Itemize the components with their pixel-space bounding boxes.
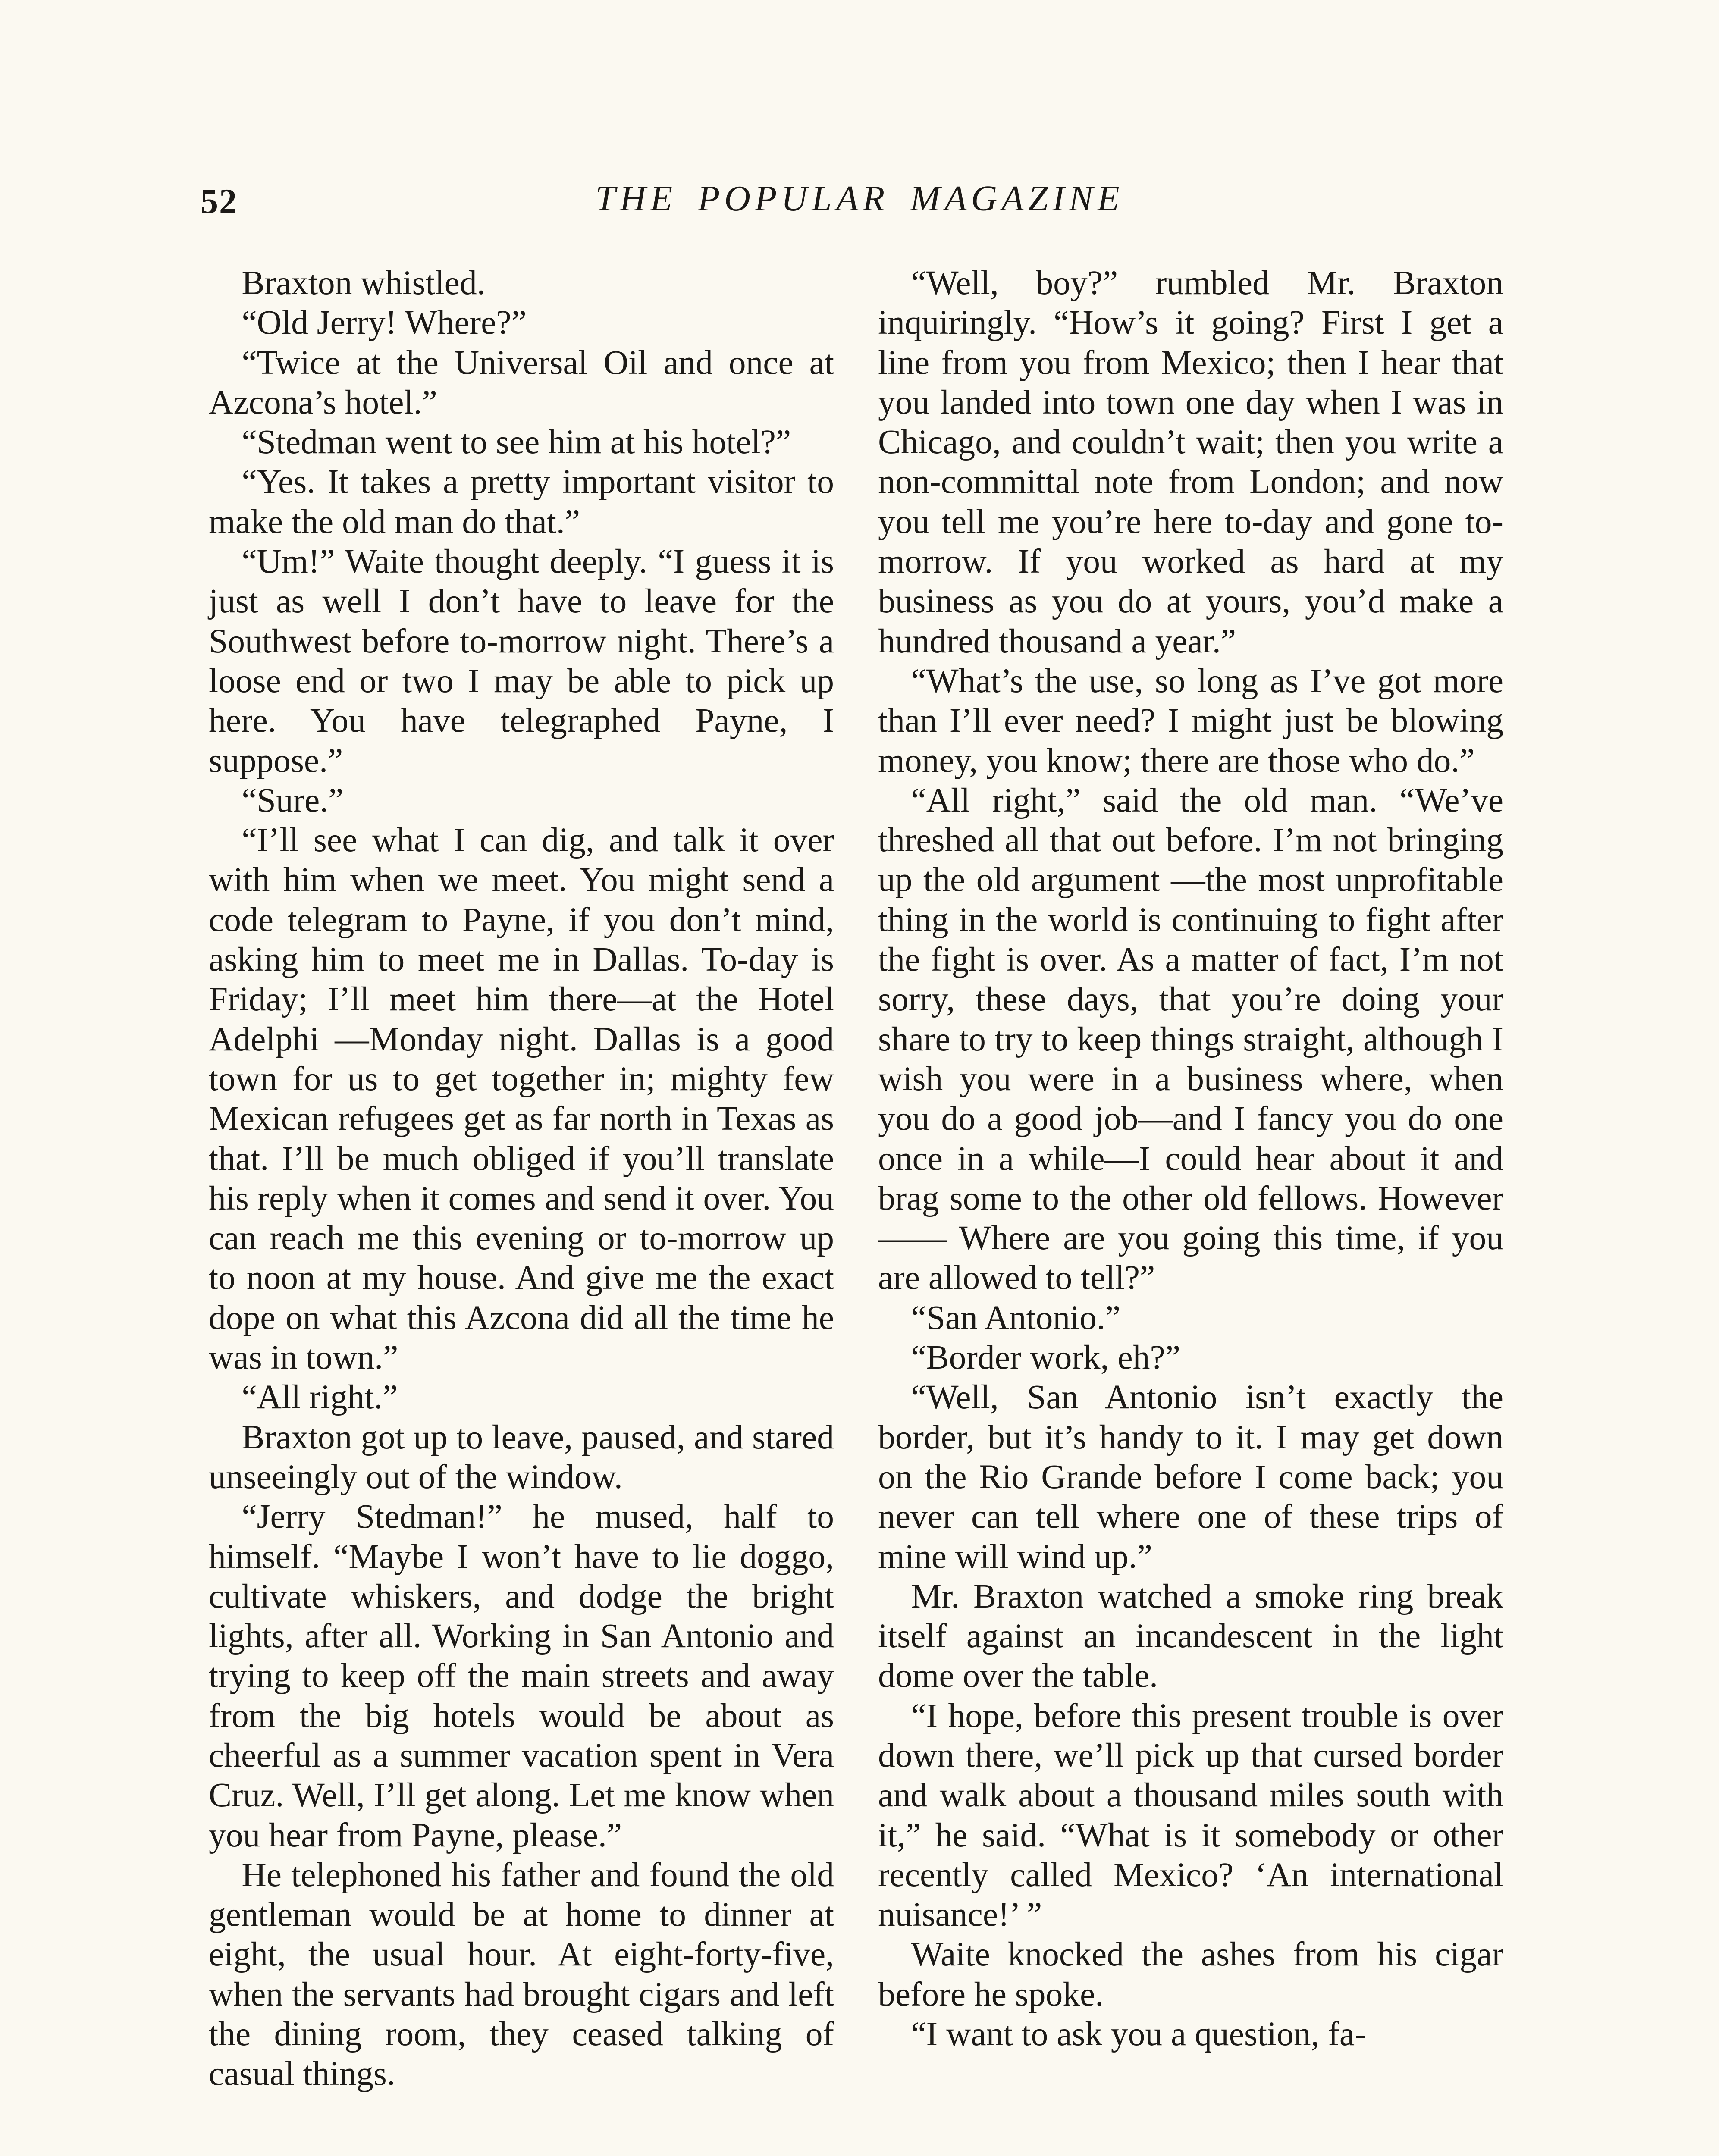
paragraph: “I want to ask you a question, fa- <box>911 2015 1366 2053</box>
paragraph: “Twice at the Universal Oil and once at Azcona’s hotel.” <box>209 343 834 421</box>
paragraph: Waite knocked the ashes from his cigar before he spoke. <box>878 1935 1503 2013</box>
paragraph: “Yes. It takes a pretty important visitor to make the old man do that.” <box>209 463 834 541</box>
left-column <box>209 263 834 2094</box>
paragraph: “All right,” said the old man. “We’ve threshed all that out before. I’m not bringing up the old argument —the most unprofitable thing in the world is continuing to fight after the fight is over. As a matter of fact, I’m not sorry, these days, that you’re doing your share to try to keep things straight, although I wish you were in a business where, when you do a good job—and I fancy you do one once in a while—I could hear about it and brag some to the other old fellows. However—— Where are you going this time, if you are allowed to tell?” <box>878 781 1503 1297</box>
paragraph: “Well, San Antonio isn’t exactly the border, but it’s handy to it. I may get down on the Rio Grande before I come back; you never can tell where one of these trips of mine will wind up.” <box>878 1378 1503 1576</box>
paragraph: “What’s the use, so long as I’ve got more than I’ll ever need? I might just be blowing money, you know; there are those who do.” <box>878 661 1503 780</box>
paragraph: “I hope, before this present trouble is over down there, we’ll pick up that cursed border and walk about a thousand miles south with it,” he said. “What is it somebody or other recently called Mexico? ‘An international nuisance!’ ” <box>878 1696 1503 1934</box>
paragraph: “Stedman went to see him at his hotel?” <box>242 423 791 461</box>
paragraph: “All right.” <box>242 1378 398 1416</box>
paragraph: “Jerry Stedman!” he mused, half to himself. “Maybe I won’t have to lie doggo, cultivate whiskers, and dodge the bright lights, after all. Working in San Antonio and trying to keep off the main streets and away from the big hotels would be about as cheerful as a summer vacation spent in Vera Cruz. Well, I’ll get along. Let me know when you hear from Payne, please.” <box>209 1498 834 1854</box>
paragraph: “San Antonio.” <box>911 1298 1121 1337</box>
paragraph: “Sure.” <box>242 781 344 819</box>
running-head: THE POPULAR MAGAZINE <box>595 179 1124 219</box>
paragraph: “Um!” Waite thought deeply. “I guess it is just as well I don’t have to leave for the Southwest before to-morrow night. There’s a loose end or two I may be able to pick up here. You have telegraphed Payne, I suppose.” <box>209 542 834 780</box>
page-number: 52 <box>201 182 238 221</box>
paragraph: “Old Jerry! Where?” <box>242 304 527 342</box>
paragraph: Braxton whistled. <box>242 264 486 302</box>
paragraph: “Border work, eh?” <box>911 1338 1180 1377</box>
paragraph: “Well, boy?” rumbled Mr. Braxton inquiringly. “How’s it going? First I get a line from you from Mexico; then I hear that you landed into town one day when I was in Chicago, and couldn’t wait; then you write a non-committal note from London; and now you tell me you’re here to-day and gone to-morrow. If you worked as hard at my business as you do at yours, you’d make a hundred thousand a year.” <box>878 264 1503 660</box>
paragraph: Mr. Braxton watched a smoke ring break itself against an incandescent in the light dome over the table. <box>878 1577 1503 1695</box>
paragraph: “I’ll see what I can dig, and talk it over with him when we meet. You might send a code telegram to Payne, if you don’t mind, asking him to meet me in Dallas. To-day is Friday; I’ll meet him there—at the Hotel Adelphi —Monday night. Dallas is a good town for us to get together in; mighty few Mexican refugees get as far north in Texas as that. I’ll be much obliged if you’ll translate his reply when it comes and send it over. You can reach me this evening or to-morrow up to noon at my house. And give me the exact dope on what this Azcona did all the time he was in town.” <box>209 821 834 1377</box>
right-column <box>878 263 1503 2054</box>
paragraph: He telephoned his father and found the old gentleman would be at home to dinner at eight, the usual hour. At eight-forty-five, when the servants had brought cigars and left the dining room, they ceased talking of casual things. <box>209 1855 834 2093</box>
paragraph: Braxton got up to leave, paused, and stared unseeingly out of the window. <box>209 1418 834 1496</box>
